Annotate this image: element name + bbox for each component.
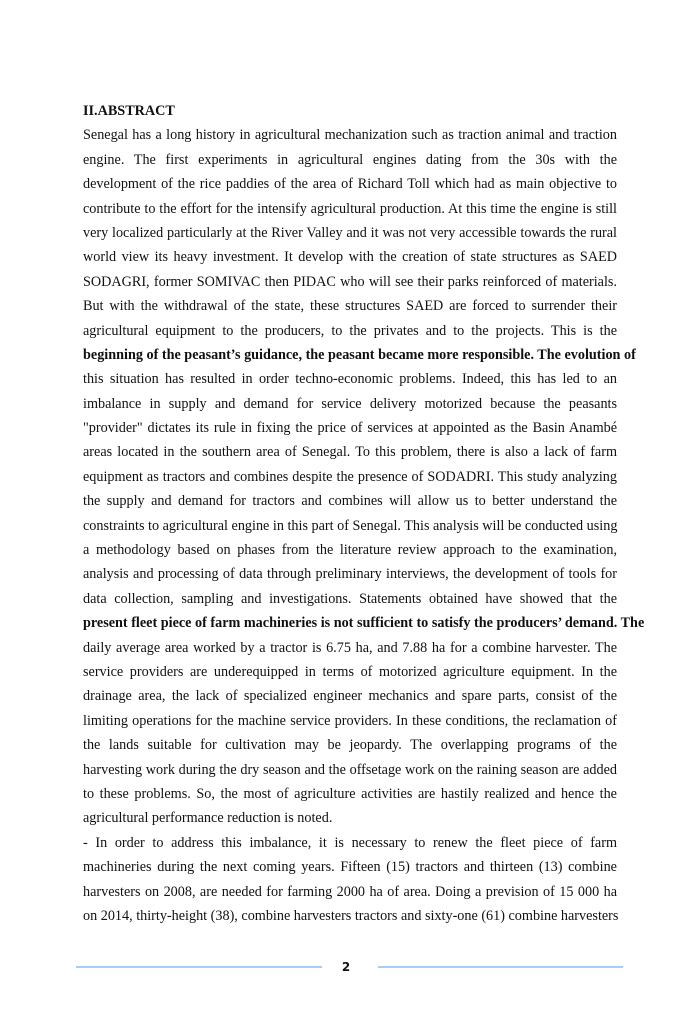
text-line: limiting operations for the machine service providers. In these conditions, the reclamation of xyxy=(83,712,617,729)
text-line: contribute to the effort for the intensify agricultural production. At this time the engine is still xyxy=(83,200,617,217)
bold-text-line: present fleet piece of farm machineries is not sufficient to satisfy the producers’ demand. The xyxy=(83,615,645,632)
text-line: the supply and demand for tractors and combines will allow us to better understand the xyxy=(83,493,617,510)
abstract-section xyxy=(83,99,645,928)
text-line: engine. The first experiments in agricultural engines dating from the 30s with the xyxy=(83,151,617,168)
text-line: daily average area worked by a tractor is 6.75 ha, and 7.88 ha for a combine harvester. The xyxy=(83,639,617,656)
text-line: data collection, sampling and investigations. Statements obtained have showed that the xyxy=(83,590,617,607)
text-line: But with the withdrawal of the state, these structures SAED are forced to surrender their xyxy=(83,298,617,315)
footer-rule-left xyxy=(76,966,322,968)
text-line: very localized particularly at the River Valley and it was not very accessible towards the rural xyxy=(83,224,617,241)
text-line: harvesters on 2008, are needed for farming 2000 ha of area. Doing a prevision of 15 000 ha xyxy=(83,883,617,900)
text-line: drainage area, the lack of specialized engineer mechanics and spare parts, consist of the xyxy=(83,688,617,705)
text-line: development of the rice paddies of the area of Richard Toll which had as main objective to xyxy=(83,176,617,193)
text-line: machineries during the next coming years. Fifteen (15) tractors and thirteen (13) combine xyxy=(83,859,617,876)
text-line: equipment as tractors and combines despite the presence of SODADRI. This study analyzing xyxy=(83,468,617,485)
text-line: imbalance in supply and demand for service delivery motorized because the peasants xyxy=(83,395,617,412)
text-line: SODAGRI, former SOMIVAC then PIDAC who will see their parks reinforced of materials. xyxy=(83,273,617,290)
bold-text-line: beginning of the peasant’s guidance, the peasant became more responsible. The evolution of xyxy=(83,346,636,363)
text-line: - In order to address this imbalance, it is necessary to renew the fleet piece of farm xyxy=(83,834,617,851)
text-line: constraints to agricultural engine in this part of Senegal. This analysis will be conducted using xyxy=(83,517,618,534)
text-line: this situation has resulted in order techno-economic problems. Indeed, this has led to an xyxy=(83,371,617,388)
abstract-paragraph-1 xyxy=(83,123,645,830)
text-line: areas located in the southern area of Senegal. To this problem, there is also a lack of farm xyxy=(83,444,617,461)
section-heading: II.ABSTRACT xyxy=(83,103,175,119)
text-line: agricultural performance reduction is noted. xyxy=(83,810,333,827)
text-line: a methodology based on phases from the literature review approach to the examination, xyxy=(83,542,617,559)
text-line: analysis and processing of data through preliminary interviews, the development of tools for xyxy=(83,566,617,583)
text-line: harvesting work during the dry season and the offsetage work on the raining season are added xyxy=(83,761,617,778)
page-number: 2 xyxy=(341,960,351,974)
page-footer xyxy=(0,955,700,979)
text-line: to these problems. So, the most of agriculture activities are hastily realized and hence the xyxy=(83,785,617,802)
text-line: "provider" dictates its rule in fixing the price of services at appointed as the Basin Anambé xyxy=(83,420,617,437)
text-line: service providers are underequipped in terms of motorized agriculture equipment. In the xyxy=(83,663,617,680)
text-line: world view its heavy investment. It develop with the creation of state structures as SAED xyxy=(83,249,617,266)
footer-rule-right xyxy=(378,966,623,968)
text-line: agricultural equipment to the producers, to the privates and to the projects. This is the xyxy=(83,322,617,339)
text-line: the lands suitable for cultivation may be jeopardy. The overlapping programs of the xyxy=(83,737,617,754)
text-line: on 2014, thirty-height (38), combine harvesters tractors and sixty-one (61) combine harvesters xyxy=(83,907,619,924)
text-line: Senegal has a long history in agricultural mechanization such as traction animal and traction xyxy=(83,127,617,144)
abstract-paragraph-2 xyxy=(83,831,617,929)
